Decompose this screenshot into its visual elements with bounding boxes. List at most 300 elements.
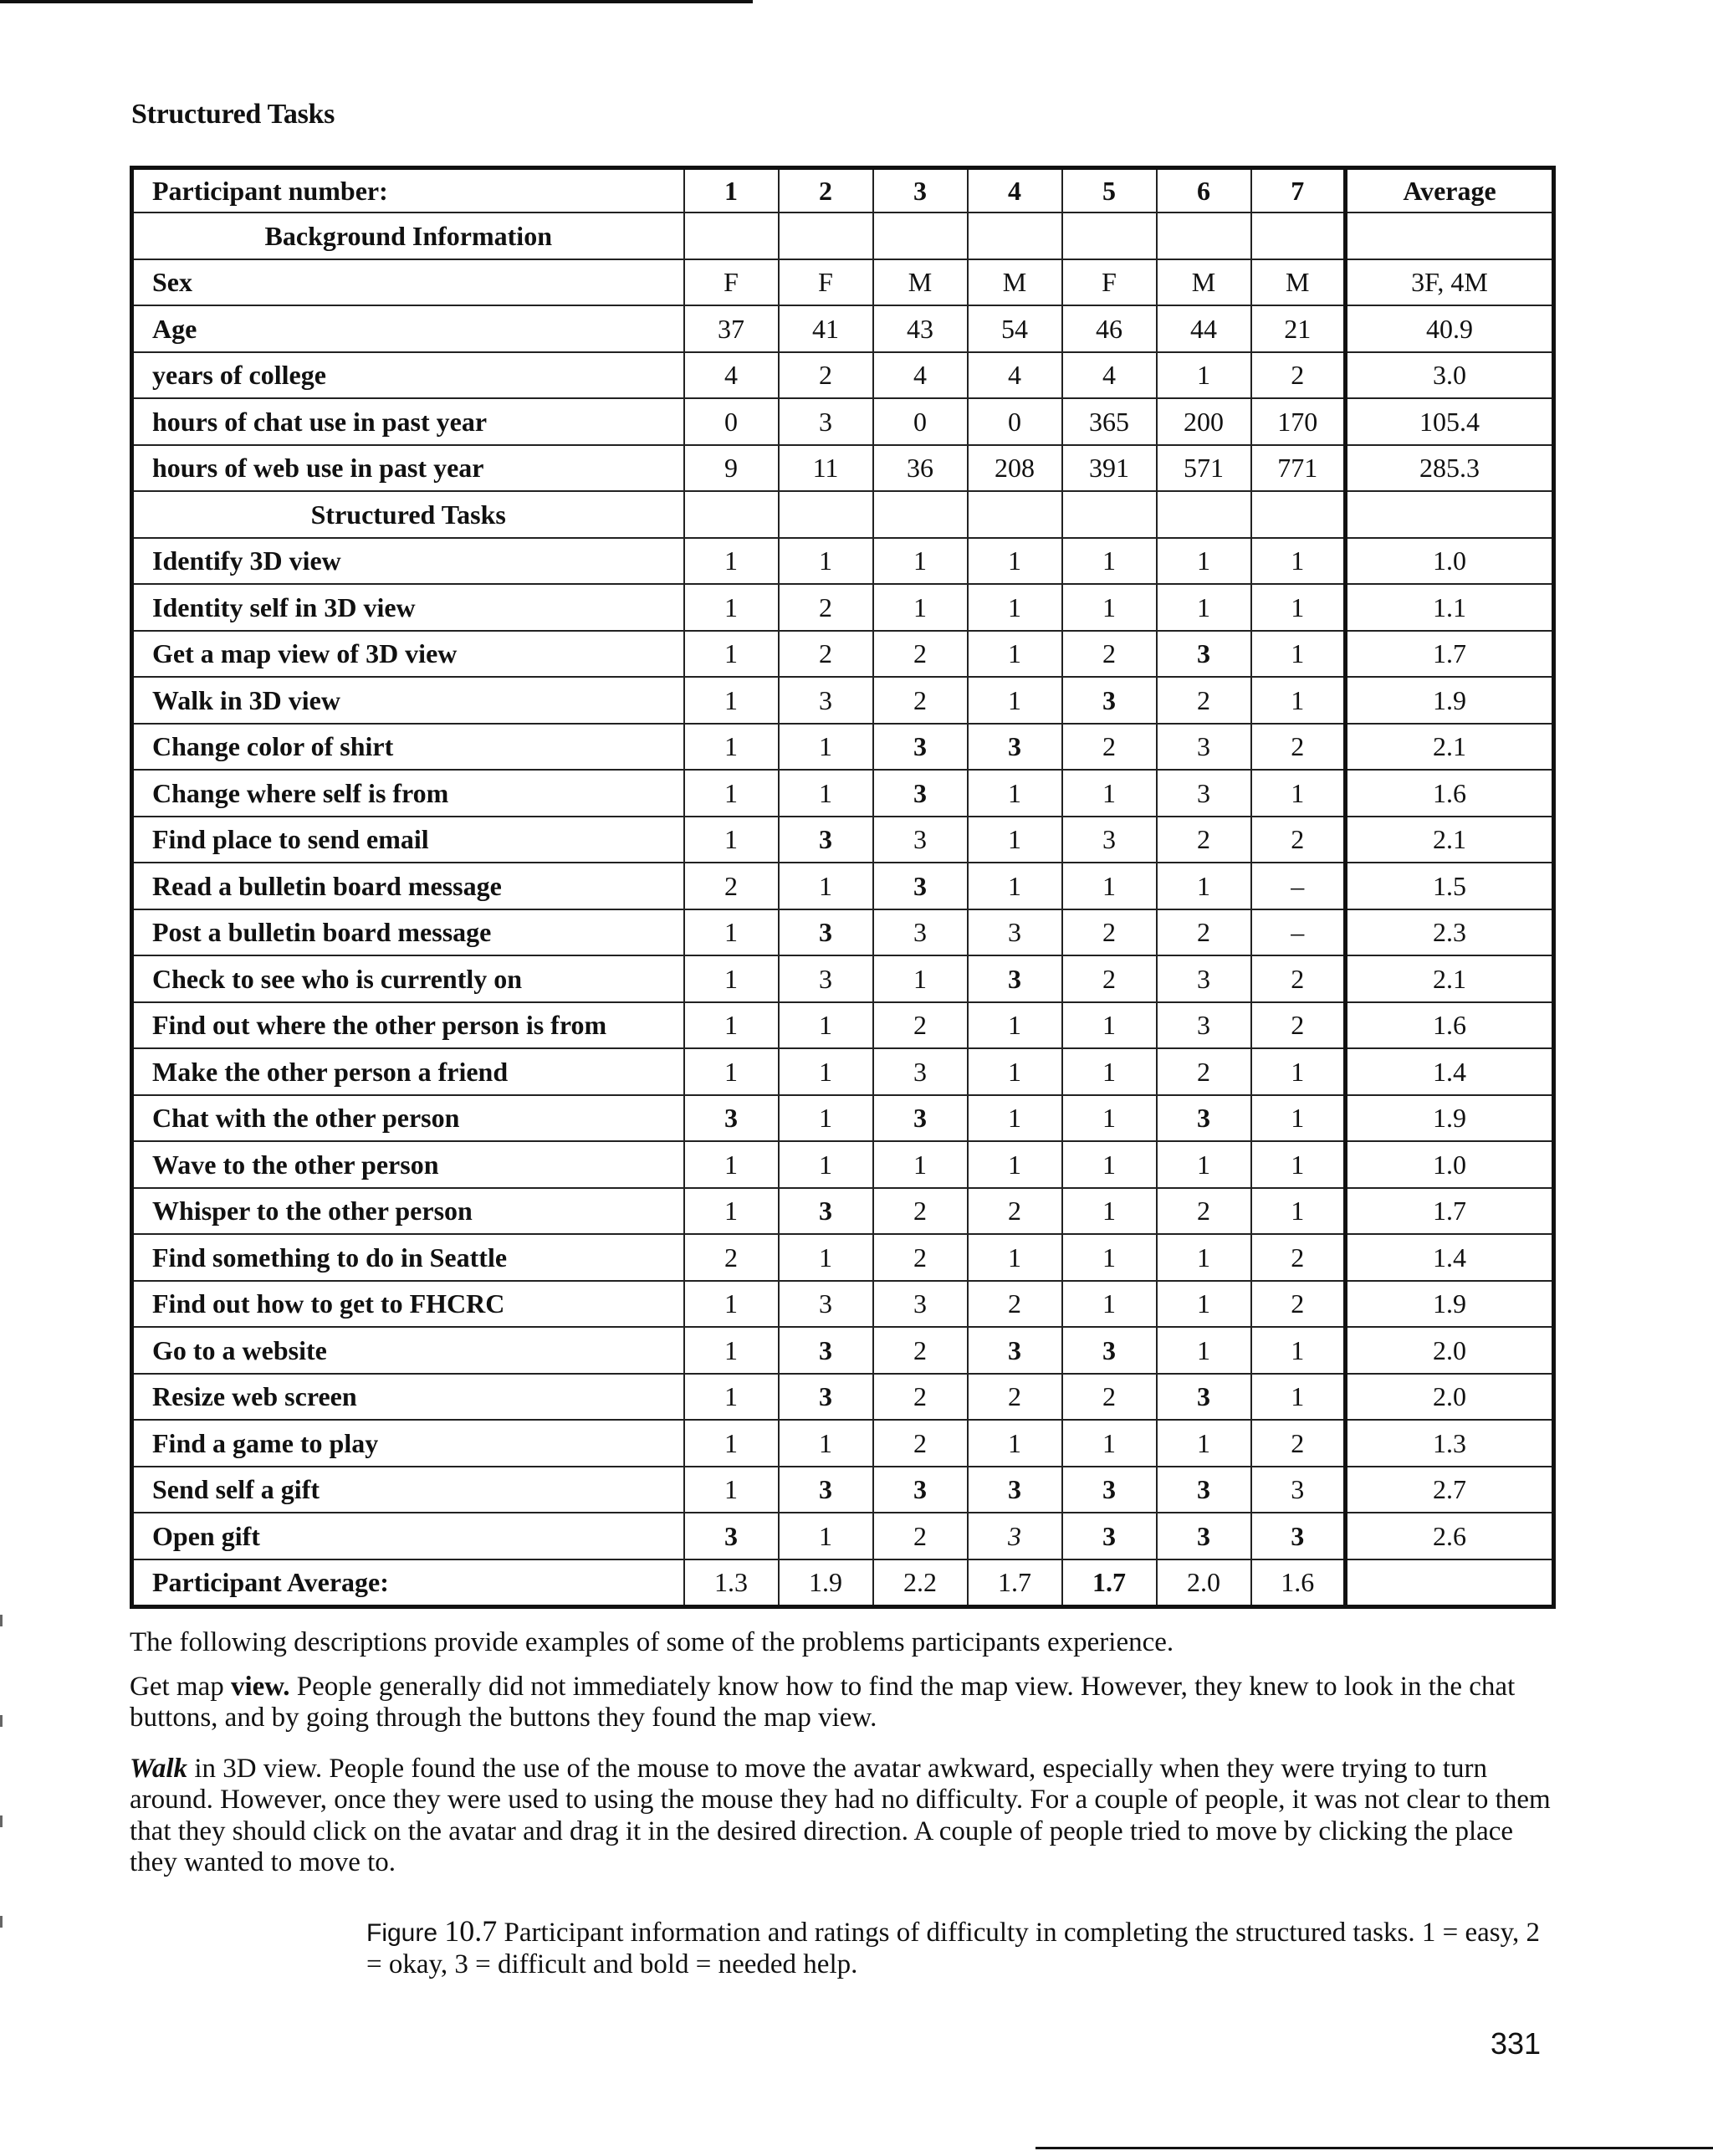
rating-cell: 0 [873,398,968,445]
table-row [132,677,1554,724]
intro-paragraph [130,1627,1552,1658]
rating-cell: 1.6 [1251,1559,1346,1607]
average-cell: 3.0 [1346,352,1554,399]
rating-cell: 3 [968,909,1062,956]
map-view-paragraph [130,1672,1552,1734]
table-row [132,538,1554,585]
table-row [132,1095,1554,1142]
rating-cell: 3 [1157,770,1251,817]
rating-cell: 3 [1157,724,1251,771]
empty-cell [1251,491,1346,538]
table-row [132,398,1554,445]
rating-cell: 1 [1251,1095,1346,1142]
rating-cell: 1 [1251,677,1346,724]
rating-cell: 4 [1062,352,1157,399]
rating-cell: 1 [1251,584,1346,631]
rating-cell: 2 [1062,724,1157,771]
rating-cell: 1 [1062,1141,1157,1188]
average-cell: 1.1 [1346,584,1554,631]
empty-cell [684,213,779,259]
rating-cell: 2 [968,1188,1062,1235]
rating-cell: 1 [1157,1234,1251,1281]
row-label: Wave to the other person [132,1141,684,1188]
rating-cell: 1 [684,1281,779,1328]
row-label: Find out how to get to FHCRC [132,1281,684,1328]
results-table [130,166,1556,1609]
rating-cell: 1 [684,631,779,678]
section-row [132,491,1554,538]
rating-cell: 1 [779,538,873,585]
average-cell: 2.3 [1346,909,1554,956]
row-label: Walk in 3D view [132,677,684,724]
rating-cell: 3 [779,398,873,445]
rating-cell: 0 [684,398,779,445]
rating-cell: 3 [779,909,873,956]
rating-cell: 1.3 [684,1559,779,1607]
rating-cell: 1 [684,1188,779,1235]
row-label: Whisper to the other person [132,1188,684,1235]
table-row [132,1234,1554,1281]
rating-cell: 1 [1251,1188,1346,1235]
walk-paragraph [130,1754,1552,1878]
row-label: hours of chat use in past year [132,398,684,445]
row-label: Read a bulletin board message [132,863,684,909]
rating-cell: 1 [1062,1420,1157,1467]
table-row [132,1513,1554,1559]
rating-cell: 2 [1062,909,1157,956]
rating-cell: 1 [684,1467,779,1513]
rating-cell: 1 [968,631,1062,678]
row-label: Change color of shirt [132,724,684,771]
empty-cell [873,213,968,259]
average-cell: 1.9 [1346,1281,1554,1328]
rating-cell: 2 [779,584,873,631]
row-label: Check to see who is currently on [132,955,684,1002]
map-view-lead [130,1672,290,1702]
average-cell: 1.7 [1346,1188,1554,1235]
average-cell: 2.0 [1346,1374,1554,1421]
rating-cell: 2 [873,1327,968,1374]
rating-cell: 3 [873,1467,968,1513]
rating-cell: 771 [1251,445,1346,492]
rating-cell: 3 [1062,1513,1157,1559]
rating-cell: 3 [873,724,968,771]
figure-label: Figure [366,1919,438,1947]
rating-cell: 1 [1157,1420,1251,1467]
rating-cell: 1 [1062,1188,1157,1235]
rating-cell: 391 [1062,445,1157,492]
rating-cell: 3 [968,724,1062,771]
rating-cell: 1 [684,584,779,631]
rating-cell: 1 [873,1141,968,1188]
average-cell: 1.5 [1346,863,1554,909]
rating-cell: 2 [968,1374,1062,1421]
empty-cell [1346,213,1554,259]
row-label: Change where self is from [132,770,684,817]
rating-cell: 2 [684,863,779,909]
rating-cell: 37 [684,305,779,352]
rating-cell: 1 [779,1420,873,1467]
rating-cell: 1 [684,1420,779,1467]
rating-cell: 1 [684,770,779,817]
rating-cell: 3 [779,1327,873,1374]
rating-cell: 1 [779,1141,873,1188]
average-cell: 1.7 [1346,631,1554,678]
rating-cell: 3 [1157,1467,1251,1513]
walk-body: People found the use of the mouse to move the avatar awkward, especially when they were trying to turn around. However, once they were used to using the mouse they had no difficulty. For a couple of people, it was not clear to them that they should click on the avatar and drag it in the desired direction. A couple of people tried to move by clicking the place they wanted to move to. [130,1754,1551,1877]
rating-cell: 1 [968,584,1062,631]
bottom-rule [1035,2147,1713,2149]
rating-cell: 3 [1157,1095,1251,1142]
rating-cell: M [1157,259,1251,306]
rating-cell: 4 [968,352,1062,399]
rating-cell: 208 [968,445,1062,492]
row-label: Find something to do in Seattle [132,1234,684,1281]
header-participant-7: 7 [1251,168,1346,213]
table-row [132,259,1554,306]
table-body [132,168,1554,1607]
row-label: Get a map view of 3D view [132,631,684,678]
rating-cell: 0 [968,398,1062,445]
rating-cell: M [873,259,968,306]
average-cell: 1.6 [1346,770,1554,817]
rating-cell: 1 [779,1095,873,1142]
rating-cell: 1 [968,817,1062,863]
rating-cell: 3 [873,1281,968,1328]
rating-cell: 1 [779,724,873,771]
rating-cell: 2 [779,352,873,399]
rating-cell: 1 [1157,538,1251,585]
rating-cell: 1 [1062,584,1157,631]
row-label: Chat with the other person [132,1095,684,1142]
rating-cell: 1 [873,538,968,585]
rating-cell: 1 [1157,863,1251,909]
rating-cell: 2 [684,1234,779,1281]
average-cell: 1.9 [1346,677,1554,724]
row-label: Open gift [132,1513,684,1559]
empty-cell [1251,213,1346,259]
rating-cell: 2 [1157,1048,1251,1095]
rating-cell: 3 [968,1327,1062,1374]
rating-cell: 1 [1062,538,1157,585]
empty-cell [684,491,779,538]
row-label: Go to a website [132,1327,684,1374]
rating-cell: 3 [873,909,968,956]
row-label: Post a bulletin board message [132,909,684,956]
rating-cell: 1 [1157,1281,1251,1328]
rating-cell: 3 [1062,817,1157,863]
rating-cell: 170 [1251,398,1346,445]
rating-cell: F [684,259,779,306]
rating-cell: 1.7 [968,1559,1062,1607]
rating-cell: – [1251,909,1346,956]
average-cell: 40.9 [1346,305,1554,352]
rating-cell: 3 [1062,677,1157,724]
table-row [132,1374,1554,1421]
top-rule [0,0,753,3]
map-view-lead-plain: Get map [130,1672,231,1702]
section-row [132,213,1554,259]
rating-cell: 1 [873,584,968,631]
average-cell: 2.6 [1346,1513,1554,1559]
rating-cell: 1 [684,817,779,863]
rating-cell: 1 [1251,1327,1346,1374]
rating-cell: 1 [1251,1141,1346,1188]
rating-cell: 1 [779,1048,873,1095]
empty-cell [1346,491,1554,538]
walk-lead-bold-italic: Walk [130,1754,188,1784]
rating-cell: 2 [1251,1420,1346,1467]
average-cell: 2.7 [1346,1467,1554,1513]
rating-cell: 3 [779,1188,873,1235]
empty-cell [1157,491,1251,538]
rating-cell: 2 [1251,724,1346,771]
rating-cell: 1 [968,538,1062,585]
rating-cell: 1 [779,770,873,817]
rating-cell: 1 [684,677,779,724]
empty-cell [968,491,1062,538]
rating-cell: 2 [1062,1374,1157,1421]
rating-cell: 2 [968,1281,1062,1328]
row-label: Identify 3D view [132,538,684,585]
average-cell: 2.1 [1346,817,1554,863]
rating-cell: 3 [779,1467,873,1513]
rating-cell: 2 [873,1234,968,1281]
rating-cell: 3 [1157,1374,1251,1421]
rating-cell: 46 [1062,305,1157,352]
rating-cell: 1 [779,1002,873,1049]
walk-lead [130,1754,322,1784]
table-row [132,445,1554,492]
rating-cell: 1 [968,863,1062,909]
header-average: Average [1346,168,1554,213]
rating-cell: 2 [873,677,968,724]
rating-cell: 1 [684,955,779,1002]
rating-cell: 3 [779,955,873,1002]
rating-cell: 1 [1251,631,1346,678]
rating-cell: 2 [873,1374,968,1421]
rating-cell: 3 [873,1048,968,1095]
rating-cell: 2 [1062,955,1157,1002]
empty-cell [1062,491,1157,538]
table-row [132,817,1554,863]
header-participant-4: 4 [968,168,1062,213]
table-row [132,305,1554,352]
row-label: years of college [132,352,684,399]
rating-cell: 3 [1157,1513,1251,1559]
rating-cell: 1 [1062,1002,1157,1049]
table-row [132,863,1554,909]
rating-cell: 3 [968,955,1062,1002]
rating-cell: 2 [873,1002,968,1049]
rating-cell: 21 [1251,305,1346,352]
rating-cell: 3 [1157,955,1251,1002]
table-row [132,352,1554,399]
row-label: Age [132,305,684,352]
page-number: 331 [1491,2026,1542,2061]
average-cell: 2.1 [1346,724,1554,771]
rating-cell: 3 [873,817,968,863]
average-cell: 2.0 [1346,1327,1554,1374]
rating-cell: 1 [1062,1281,1157,1328]
map-view-body: People generally did not immediately know how to find the map view. However, they knew to look in the chat buttons, and by going through the buttons they found the map view. [130,1672,1516,1734]
rating-cell: 3 [1251,1513,1346,1559]
empty-cell [873,491,968,538]
table-row [132,584,1554,631]
average-cell: 1.6 [1346,1002,1554,1049]
rating-cell: 1 [1251,1048,1346,1095]
rating-cell: 1 [968,1420,1062,1467]
running-head: Structured Tasks [131,99,335,130]
table-row [132,1559,1554,1607]
rating-cell: 2 [873,1513,968,1559]
rating-cell: 1 [1251,770,1346,817]
header-participant-2: 2 [779,168,873,213]
rating-cell: 3 [1251,1467,1346,1513]
rating-cell: 3 [779,1374,873,1421]
rating-cell: 3 [873,770,968,817]
row-label: Send self a gift [132,1467,684,1513]
average-cell: 1.0 [1346,1141,1554,1188]
rating-cell: 2 [779,631,873,678]
row-label: Participant Average: [132,1559,684,1607]
table-row [132,1048,1554,1095]
rating-cell: 54 [968,305,1062,352]
rating-cell: 2 [1251,352,1346,399]
section-heading: Structured Tasks [132,491,684,538]
table-row [132,631,1554,678]
rating-cell: 3 [873,1095,968,1142]
rating-cell: 1 [968,1095,1062,1142]
rating-cell: 3 [1157,631,1251,678]
row-label: Find place to send email [132,817,684,863]
rating-cell: 9 [684,445,779,492]
rating-cell: 1 [684,1327,779,1374]
section-heading: Background Information [132,213,684,259]
empty-cell [1157,213,1251,259]
rating-cell: 1 [968,1048,1062,1095]
row-label: Make the other person a friend [132,1048,684,1095]
rating-cell: 1 [968,1141,1062,1188]
rating-cell: 1 [968,677,1062,724]
rating-cell: 2.2 [873,1559,968,1607]
average-cell: 1.4 [1346,1234,1554,1281]
rating-cell: 1 [684,1141,779,1188]
rating-cell: 1 [1157,352,1251,399]
rating-cell: 1 [1062,1234,1157,1281]
rating-cell: 2 [1251,955,1346,1002]
rating-cell: M [1251,259,1346,306]
rating-cell: 571 [1157,445,1251,492]
rating-cell: 3 [1062,1467,1157,1513]
rating-cell: 1 [968,1002,1062,1049]
rating-cell: F [779,259,873,306]
rating-cell: 3 [684,1095,779,1142]
rating-cell: 1 [779,1513,873,1559]
rating-cell: 3 [1062,1327,1157,1374]
results-table-container [130,166,1552,1609]
rating-cell: 2 [873,631,968,678]
table-row [132,1281,1554,1328]
rating-cell: 3 [779,677,873,724]
header-participant-6: 6 [1157,168,1251,213]
rating-cell: 2 [873,1188,968,1235]
rating-cell: 1 [684,724,779,771]
table-row [132,1002,1554,1049]
walk-lead-plain: in 3D view. [187,1754,323,1784]
rating-cell: 1 [684,909,779,956]
rating-cell: 1.7 [1062,1559,1157,1607]
rating-cell: 2 [873,1420,968,1467]
rating-cell: 2 [1062,631,1157,678]
rating-cell: 1 [684,538,779,585]
table-row [132,909,1554,956]
row-label: Sex [132,259,684,306]
table-row [132,724,1554,771]
edge-mark [0,1815,3,1827]
row-label: hours of web use in past year [132,445,684,492]
row-label: Resize web screen [132,1374,684,1421]
rating-cell: 3 [873,863,968,909]
table-row [132,770,1554,817]
rating-cell: 4 [684,352,779,399]
row-label: Find a game to play [132,1420,684,1467]
caption-text: Participant information and ratings of difficulty in completing the structured tasks. 1 = easy, 2 = okay, 3 = difficult and bold = needed help. [366,1918,1540,1979]
header-label: Participant number: [132,168,684,213]
rating-cell: 1 [1251,1374,1346,1421]
rating-cell: 36 [873,445,968,492]
rating-cell: 3 [968,1513,1062,1559]
rating-cell: 2 [1251,1281,1346,1328]
row-label: Identity self in 3D view [132,584,684,631]
average-cell: 2.1 [1346,955,1554,1002]
rating-cell: 3 [1157,1002,1251,1049]
average-cell: 1.3 [1346,1420,1554,1467]
table-row [132,1467,1554,1513]
edge-mark [0,1916,3,1928]
rating-cell: 2 [1157,1188,1251,1235]
average-cell: 105.4 [1346,398,1554,445]
rating-cell: 1 [968,770,1062,817]
rating-cell: 3 [779,1281,873,1328]
rating-cell: 44 [1157,305,1251,352]
rating-cell: 2 [1251,817,1346,863]
row-label: Find out where the other person is from [132,1002,684,1049]
empty-cell [779,213,873,259]
average-cell [1346,1559,1554,1607]
average-cell: 285.3 [1346,445,1554,492]
rating-cell: F [1062,259,1157,306]
rating-cell: 11 [779,445,873,492]
edge-mark [0,1715,3,1727]
average-cell: 1.0 [1346,538,1554,585]
empty-cell [779,491,873,538]
figure-number: 10.7 [444,1914,498,1948]
table-row [132,1327,1554,1374]
rating-cell: 2 [1157,909,1251,956]
rating-cell: – [1251,863,1346,909]
table-header-row [132,168,1554,213]
header-participant-1: 1 [684,168,779,213]
rating-cell: 1 [1157,1141,1251,1188]
rating-cell: 1 [684,1048,779,1095]
average-cell: 1.4 [1346,1048,1554,1095]
rating-cell: 2 [1251,1002,1346,1049]
rating-cell: 2 [1251,1234,1346,1281]
empty-cell [1062,213,1157,259]
rating-cell: 365 [1062,398,1157,445]
rating-cell: 1 [1062,1048,1157,1095]
